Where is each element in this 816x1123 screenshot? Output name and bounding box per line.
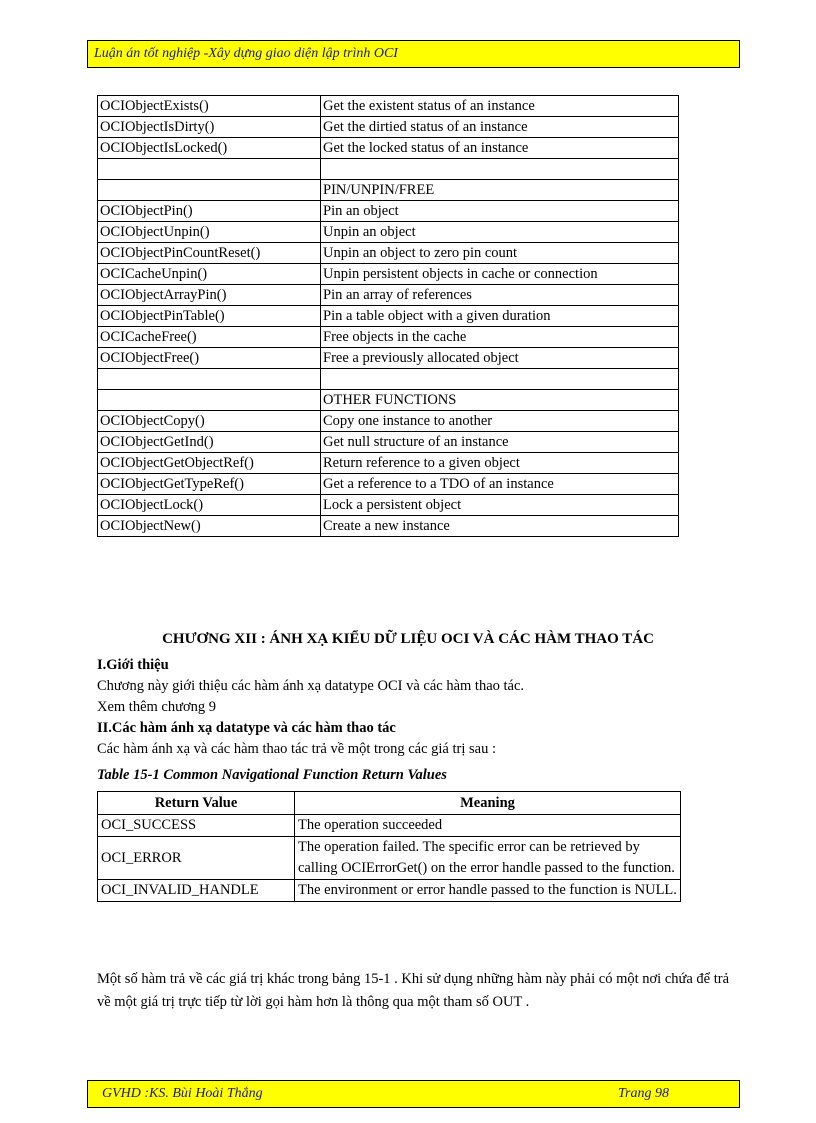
function-description-cell: Unpin persistent objects in cache or connection: [321, 264, 679, 285]
function-description-cell: Get the locked status of an instance: [321, 138, 679, 159]
section1-heading: I.Giới thiệu: [97, 657, 169, 673]
function-description-cell: [321, 159, 679, 180]
footer-advisor: GVHD :KS. Bùi Hoài Thắng: [102, 1086, 263, 1101]
function-name-cell: OCIObjectIsLocked(): [98, 138, 321, 159]
section1-line2: Xem thêm chương 9: [97, 699, 217, 715]
table-row: [98, 453, 679, 474]
table-row: [98, 138, 679, 159]
function-name-cell: OCIObjectPin(): [98, 201, 321, 222]
function-description-cell: Free objects in the cache: [321, 327, 679, 348]
table-row: [98, 264, 679, 285]
function-description-cell: OTHER FUNCTIONS: [321, 390, 679, 411]
table-row: [98, 117, 679, 138]
function-name-cell: [98, 159, 321, 180]
function-name-cell: OCICacheUnpin(): [98, 264, 321, 285]
function-name-cell: OCIObjectExists(): [98, 96, 321, 117]
function-name-cell: OCIObjectFree(): [98, 348, 321, 369]
table-row: [98, 390, 679, 411]
table-row: [98, 96, 679, 117]
function-name-cell: OCIObjectUnpin(): [98, 222, 321, 243]
function-description-cell: Copy one instance to another: [321, 411, 679, 432]
closing-paragraph: Một số hàm trả về các giá trị khác trong bảng 15-1 . Khi sử dụng những hàm này phải có một nơi chứa để trả về một giá trị trực tiếp từ lời gọi hàm hơn là thông qua một tham số OUT .: [97, 971, 730, 1010]
function-name-cell: OCIObjectGetTypeRef(): [98, 474, 321, 495]
section2-line1: Các hàm ánh xạ và các hàm thao tác trả về một trong các giá trị sau :: [97, 741, 496, 757]
table-row: [98, 348, 679, 369]
function-description-cell: Get a reference to a TDO of an instance: [321, 474, 679, 495]
page-footer-banner: [87, 1080, 740, 1108]
table-row: [98, 516, 679, 537]
page-number: Trang 98: [618, 1086, 669, 1101]
meaning-cell: The environment or error handle passed to the function is NULL.: [295, 880, 681, 902]
function-name-cell: OCIObjectLock(): [98, 495, 321, 516]
page-header-banner: [87, 40, 740, 68]
function-name-cell: OCIObjectGetObjectRef(): [98, 453, 321, 474]
table-row: [98, 243, 679, 264]
function-name-cell: [98, 369, 321, 390]
return-value-cell: OCI_INVALID_HANDLE: [98, 880, 295, 902]
function-name-cell: OCIObjectPinTable(): [98, 306, 321, 327]
function-description-cell: Return reference to a given object: [321, 453, 679, 474]
table-row: [98, 201, 679, 222]
table-row: [98, 306, 679, 327]
function-description-cell: Unpin an object: [321, 222, 679, 243]
oci-function-table: [97, 95, 679, 537]
function-name-cell: [98, 390, 321, 411]
function-name-cell: OCICacheFree(): [98, 327, 321, 348]
function-description-cell: Pin an array of references: [321, 285, 679, 306]
table-row: [98, 495, 679, 516]
table-row: [98, 411, 679, 432]
chapter-title: CHƯƠNG XII : ÁNH XẠ KIỂU DỮ LIỆU OCI VÀ CÁC HÀM THAO TÁC: [162, 631, 654, 647]
function-description-cell: Pin an object: [321, 201, 679, 222]
function-name-cell: OCIObjectNew(): [98, 516, 321, 537]
table-caption: Table 15-1 Common Navigational Function Return Values: [97, 767, 447, 783]
header-title: Luận án tốt nghiệp -Xây dựng giao diện lập trình OCI: [94, 46, 398, 61]
section1-line1: Chương này giới thiệu các hàm ánh xạ datatype OCI và các hàm thao tác.: [97, 678, 525, 694]
function-description-cell: Lock a persistent object: [321, 495, 679, 516]
return-value-cell: OCI_SUCCESS: [98, 815, 295, 837]
function-description-cell: Get null structure of an instance: [321, 432, 679, 453]
meaning-cell: The operation succeeded: [295, 815, 681, 837]
function-description-cell: Unpin an object to zero pin count: [321, 243, 679, 264]
function-name-cell: OCIObjectArrayPin(): [98, 285, 321, 306]
function-description-cell: Free a previously allocated object: [321, 348, 679, 369]
table-row: [98, 815, 681, 837]
table-header-row: [98, 792, 681, 815]
function-description-cell: PIN/UNPIN/FREE: [321, 180, 679, 201]
function-name-cell: [98, 180, 321, 201]
header-return-value: Return Value: [98, 792, 295, 815]
section2-heading: II.Các hàm ánh xạ datatype và các hàm thao tác: [97, 720, 396, 736]
function-name-cell: OCIObjectCopy(): [98, 411, 321, 432]
function-description-cell: [321, 369, 679, 390]
function-description-cell: Get the dirtied status of an instance: [321, 117, 679, 138]
return-value-cell: OCI_ERROR: [98, 837, 295, 880]
meaning-cell: The operation failed. The specific error can be retrieved by calling OCIErrorGet() on the error handle passed to the function.: [295, 837, 681, 880]
table-row: [98, 837, 681, 880]
table-row: [98, 285, 679, 306]
table-row: [98, 432, 679, 453]
table-row: [98, 327, 679, 348]
table-row: [98, 180, 679, 201]
function-name-cell: OCIObjectPinCountReset(): [98, 243, 321, 264]
table-row: [98, 474, 679, 495]
function-description-cell: Get the existent status of an instance: [321, 96, 679, 117]
function-description-cell: Pin a table object with a given duration: [321, 306, 679, 327]
function-description-cell: Create a new instance: [321, 516, 679, 537]
function-name-cell: OCIObjectIsDirty(): [98, 117, 321, 138]
return-values-table: [97, 791, 681, 902]
function-name-cell: OCIObjectGetInd(): [98, 432, 321, 453]
table-row: [98, 159, 679, 180]
table-row: [98, 369, 679, 390]
table-row: [98, 880, 681, 902]
table-row: [98, 222, 679, 243]
header-meaning: Meaning: [295, 792, 681, 815]
